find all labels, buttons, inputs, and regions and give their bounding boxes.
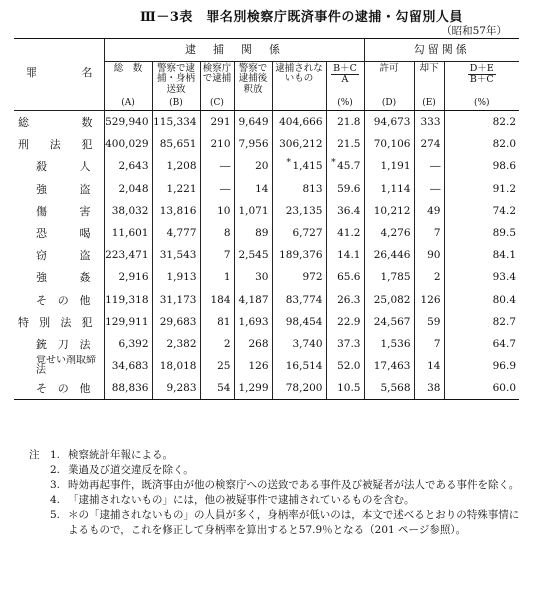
table-cell: 2,048 — [104, 178, 152, 200]
col-header-granted: 許可 (D) — [364, 62, 414, 111]
table-cell: 38,032 — [104, 200, 152, 222]
footnote: 注 1. 検察統計年報による。 — [28, 449, 173, 461]
table-cell: 82.2 — [444, 111, 519, 134]
table-cell: 29,683 — [152, 311, 200, 333]
table-cell: 25,082 — [364, 289, 414, 311]
table-cell: 7 — [414, 333, 444, 355]
table-cell: 37.3 — [326, 333, 364, 355]
table-row — [14, 266, 519, 288]
table-cell: 89.5 — [444, 222, 519, 244]
table-cell: 85,651 — [152, 133, 200, 155]
table-cell: 529,940 — [104, 111, 152, 134]
table-cell: 96.9 — [444, 355, 519, 377]
table-cell: 18,018 — [152, 355, 200, 377]
table-cell: 36.4 — [326, 200, 364, 222]
table-cell: 11,601 — [104, 222, 152, 244]
table-row — [14, 155, 519, 177]
table-cell: * 45.7 — [326, 155, 364, 177]
table-row — [14, 355, 519, 377]
col-header-detention-rate: $\frac{D+E}{B+C}$ (%) — [444, 62, 519, 111]
table-cell: 4,187 — [234, 289, 272, 311]
table-cell: 31,543 — [152, 244, 200, 266]
table-row — [14, 111, 519, 134]
table-cell: 14 — [414, 355, 444, 377]
table-row — [14, 289, 519, 311]
table-cell: 38 — [414, 377, 444, 400]
table-cell: 91.2 — [444, 178, 519, 200]
table-cell: ― — [414, 155, 444, 177]
table-cell: 83,774 — [272, 289, 326, 311]
crime-name: 刑 法 犯 — [18, 138, 93, 152]
table-cell: 2,643 — [104, 155, 152, 177]
table-cell: 60.0 — [444, 377, 519, 400]
table-cell: 98.6 — [444, 155, 519, 177]
table-cell: 1,191 — [364, 155, 414, 177]
crime-name: 銃 刀 法 — [36, 337, 91, 351]
table-cell: 94,673 — [364, 111, 414, 134]
table-cell: 14 — [234, 178, 272, 200]
table-cell: 3,740 — [272, 333, 326, 355]
table-cell: 6,392 — [104, 333, 152, 355]
table-cell: 268 — [234, 333, 272, 355]
table-row — [14, 244, 519, 266]
crime-name: 覚せい剤取締法 — [36, 355, 96, 377]
table-cell: 210 — [200, 133, 234, 155]
col-header-police-arrest-released: 警察で逮捕後釈放 — [234, 62, 272, 111]
table-cell: 1,208 — [152, 155, 200, 177]
table-cell: 126 — [414, 289, 444, 311]
crime-header: 罪 名 — [14, 39, 104, 111]
table-cell: 9,649 — [234, 111, 272, 134]
crime-name: 傷 害 — [36, 204, 91, 218]
crime-name: 恐 喝 — [36, 227, 91, 241]
table-cell: 1,299 — [234, 377, 272, 400]
table-cell: 54 — [200, 377, 234, 400]
footnote: 4. 「逮捕されないもの」には，他の被疑事件で逮捕されているものを含む。 — [49, 494, 415, 506]
col-header-prosecutor-arrest: 検察庁で逮捕 (C) — [200, 62, 234, 111]
table-cell: 119,318 — [104, 289, 152, 311]
table-cell: 21.5 — [326, 133, 364, 155]
col-header-arrest-rate: $\frac{B+C}{A}$ (%) — [326, 62, 364, 111]
table-cell: ― — [200, 155, 234, 177]
table-cell: 81 — [200, 311, 234, 333]
table-cell: 7 — [414, 222, 444, 244]
table-cell: ― — [200, 178, 234, 200]
table-cell: 2 — [200, 333, 234, 355]
table-cell: 90 — [414, 244, 444, 266]
table-cell: 59 — [414, 311, 444, 333]
table-cell: 59.6 — [326, 178, 364, 200]
statistics-table — [14, 38, 519, 400]
col-header-rejected: 却下 (E) — [414, 62, 444, 111]
footnote: 2. 業過及び道交違反を除く。 — [49, 464, 194, 476]
table-cell: 21.8 — [326, 111, 364, 134]
col-header-police-arrest-sent: 警察で逮捕・身柄送致 (B) — [152, 62, 200, 111]
table-cell: 89 — [234, 222, 272, 244]
table-cell: 8 — [200, 222, 234, 244]
table-cell: 98,454 — [272, 311, 326, 333]
table-cell: 2,545 — [234, 244, 272, 266]
table-cell: 25 — [200, 355, 234, 377]
table-cell: 115,334 — [152, 111, 200, 134]
table-cell: 333 — [414, 111, 444, 134]
footnote: 5. ＊の「逮捕されないもの」の人員が多く，身柄率が低いのは，本文で述べるとおりの特殊事情によるもので，これを修正して身柄率を算出すると57.9％となる（201 ページ参照）。 — [49, 509, 520, 536]
table-title: Ⅲ－3表 罪名別検察庁既済事件の逮捕・勾留別人員 — [140, 10, 463, 25]
table-cell: 23,135 — [272, 200, 326, 222]
crime-name: 特 別 法 犯 — [18, 315, 93, 329]
table-cell: 10,212 — [364, 200, 414, 222]
crime-name: 殺 人 — [36, 160, 91, 174]
table-cell: 88,836 — [104, 377, 152, 400]
table-cell: 31,173 — [152, 289, 200, 311]
crime-name: 強 盗 — [36, 182, 91, 196]
table-cell: 972 — [272, 266, 326, 288]
table-cell: 34,683 — [104, 355, 152, 377]
table-cell: 24,567 — [364, 311, 414, 333]
table-cell: 80.4 — [444, 289, 519, 311]
arrest-group-header: 逮 捕 関 係 — [104, 39, 364, 62]
table-cell: 9,283 — [152, 377, 200, 400]
table-cell: 1,693 — [234, 311, 272, 333]
col-header-not-arrested: 逮捕されないもの — [272, 62, 326, 111]
table-cell: 30 — [234, 266, 272, 288]
crime-name: 窃 盗 — [36, 249, 91, 263]
table-cell: 14.1 — [326, 244, 364, 266]
detention-group-header: 勾留関係 — [364, 39, 519, 62]
table-cell: 4,777 — [152, 222, 200, 244]
table-cell: 813 — [272, 178, 326, 200]
table-cell: ― — [414, 178, 444, 200]
table-row — [14, 311, 519, 333]
table-cell: 404,666 — [272, 111, 326, 134]
table-cell: 1 — [200, 266, 234, 288]
table-cell: 10 — [200, 200, 234, 222]
table-cell: 400,029 — [104, 133, 152, 155]
table-cell: 129,911 — [104, 311, 152, 333]
crime-name: 強 姦 — [36, 271, 91, 285]
table-cell: 306,212 — [272, 133, 326, 155]
table-cell: 49 — [414, 200, 444, 222]
table-cell: 2 — [414, 266, 444, 288]
table-cell: 26.3 — [326, 289, 364, 311]
table-cell: 126 — [234, 355, 272, 377]
table-cell: 74.2 — [444, 200, 519, 222]
table-cell: 274 — [414, 133, 444, 155]
table-cell: 6,727 — [272, 222, 326, 244]
table-cell: 82.0 — [444, 133, 519, 155]
table-cell: 20 — [234, 155, 272, 177]
footnotes — [14, 448, 524, 538]
table-row — [14, 377, 519, 400]
crime-name: そ の 他 — [14, 377, 104, 400]
table-cell: 93.4 — [444, 266, 519, 288]
table-body — [14, 111, 519, 400]
table-cell: 223,471 — [104, 244, 152, 266]
table-cell: 1,114 — [364, 178, 414, 200]
table-row — [14, 333, 519, 355]
table-subtitle: （昭和57年） — [441, 25, 507, 37]
table-cell: 184 — [200, 289, 234, 311]
table-cell: 1,221 — [152, 178, 200, 200]
table-row — [14, 200, 519, 222]
table-cell: 2,916 — [104, 266, 152, 288]
table-cell: 7,956 — [234, 133, 272, 155]
table-cell: 78,200 — [272, 377, 326, 400]
table-cell: 22.9 — [326, 311, 364, 333]
crime-name: そ の 他 — [36, 293, 91, 307]
table-row — [14, 222, 519, 244]
table-cell: 17,463 — [364, 355, 414, 377]
table-cell: 1,785 — [364, 266, 414, 288]
crime-name: 総 数 — [18, 116, 93, 130]
table-cell: 1,536 — [364, 333, 414, 355]
table-cell: 41.2 — [326, 222, 364, 244]
table-cell: 291 — [200, 111, 234, 134]
table-cell: 5,568 — [364, 377, 414, 400]
table-cell: 13,816 — [152, 200, 200, 222]
table-cell: 26,446 — [364, 244, 414, 266]
table-cell: 84.1 — [444, 244, 519, 266]
table-cell: 7 — [200, 244, 234, 266]
table-cell: 4,276 — [364, 222, 414, 244]
table-cell: 189,376 — [272, 244, 326, 266]
table-cell: 10.5 — [326, 377, 364, 400]
table-cell: 16,514 — [272, 355, 326, 377]
col-header-total: 総 数 (A) — [104, 62, 152, 111]
table-cell: 1,071 — [234, 200, 272, 222]
table-cell: 1,913 — [152, 266, 200, 288]
table-row — [14, 178, 519, 200]
table-cell: 65.6 — [326, 266, 364, 288]
table-cell: 52.0 — [326, 355, 364, 377]
table-row — [14, 133, 519, 155]
table-cell: * 1,415 — [272, 155, 326, 177]
table-cell: 2,382 — [152, 333, 200, 355]
table-cell: 70,106 — [364, 133, 414, 155]
table-cell: 64.7 — [444, 333, 519, 355]
footnote: 3. 時効再起事件，既済事由が他の検察庁への送致である事件及び被疑者が法人である事件を除く。 — [49, 479, 520, 491]
table-cell: 82.7 — [444, 311, 519, 333]
